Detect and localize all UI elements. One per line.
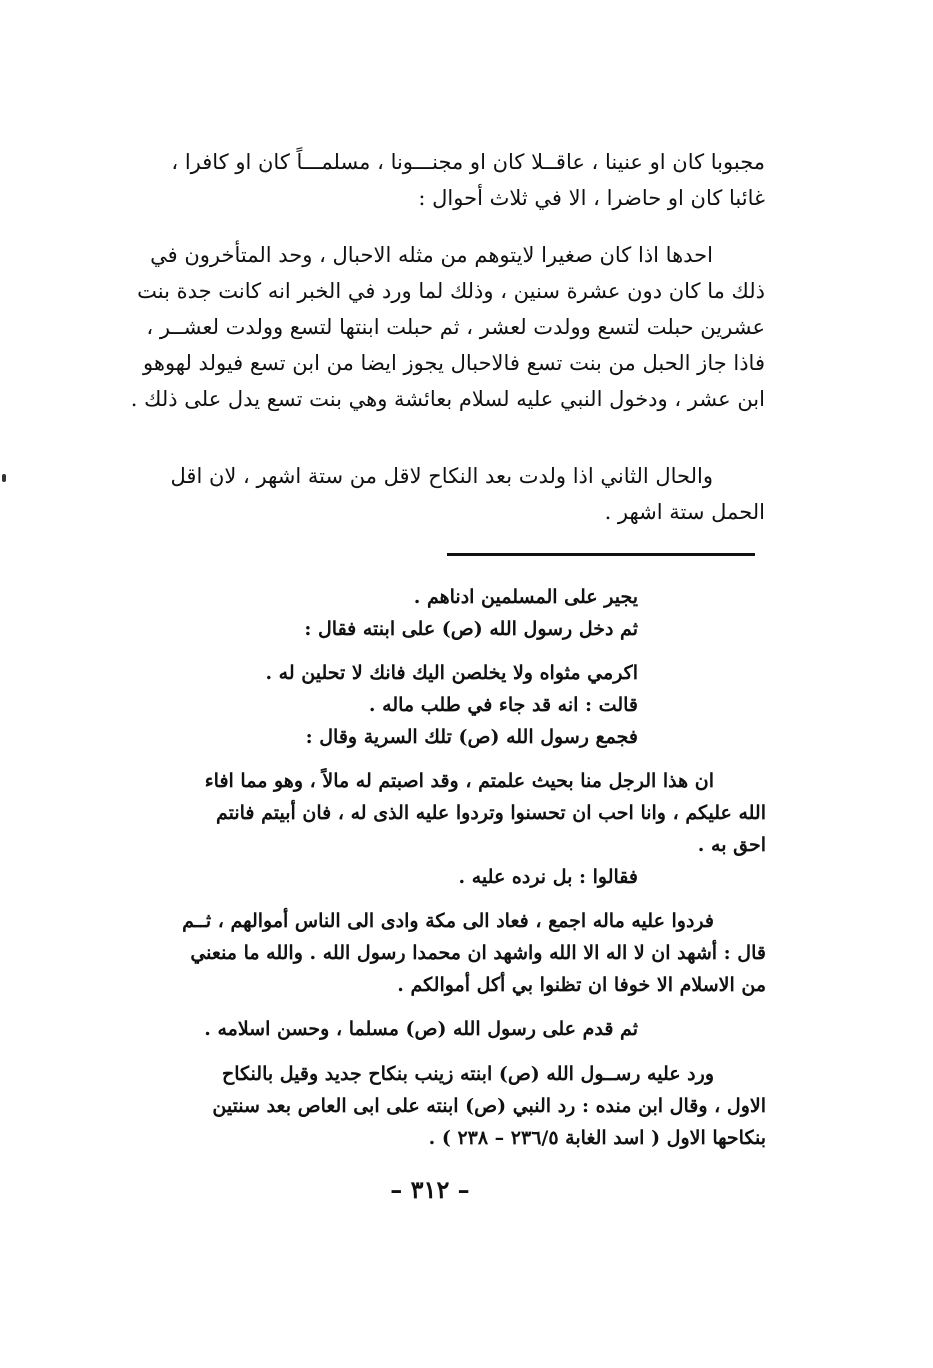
text-line: من الاسلام الا خوفا ان تظنوا بي أكل أموالكم . <box>397 974 766 996</box>
text-line: فاذا جاز الحبل من بنت تسع فالاحبال يجوز ايضا من ابن تسع فيولد لهوهو <box>143 351 765 375</box>
text-line: بنكاحها الاول ( اسد الغابة ٢٣٦/٥ – ٢٣٨ ) . <box>428 1127 766 1149</box>
text-line: ابن عشر ، ودخول النبي عليه لسلام بعائشة وهي بنت تسع يدل على ذلك . <box>130 387 765 411</box>
main-paragraph-3 <box>125 458 765 530</box>
text-line: قالت : انه قد جاء في طلب ماله . <box>368 694 638 716</box>
text-line: والحال الثاني اذا ولدت بعد النكاح لاقل من ستة اشهر ، لان اقل <box>170 464 713 488</box>
text-line: ثم قدم على رسول الله (ص) مسلما ، وحسن اسلامه . <box>204 1018 638 1040</box>
text-line: احق به . <box>697 834 766 856</box>
main-paragraph-2 <box>125 237 765 417</box>
footnote-line-d <box>118 861 638 893</box>
text-line: ثم دخل رسول الله (ص) على ابنته فقال : <box>304 618 638 640</box>
footnote-separator <box>447 553 755 556</box>
text-line: الاول ، وقال ابن منده : رد النبي (ص) ابنته على ابى العاص بعد سنتين <box>212 1095 766 1117</box>
text-line: غائبا كان او حاضرا ، الا في ثلاث أحوال : <box>418 186 765 210</box>
text-line: قال : أشهد ان لا اله الا الله واشهد ان محمدا رسول الله . والله ما منعني <box>190 942 766 964</box>
text-line: ذلك ما كان دون عشرة سنين ، وذلك لما ورد في الخبر انه كانت جدة بنت <box>137 279 765 303</box>
footnote-paragraph-e <box>118 905 766 1001</box>
text-line: الحمل ستة اشهر . <box>604 500 765 524</box>
footnote-paragraph-g <box>118 1058 766 1154</box>
footnote-lines-a <box>118 581 638 645</box>
text-line: فجمع رسول الله (ص) تلك السرية وقال : <box>305 726 638 748</box>
footnote-paragraph-c <box>118 765 766 861</box>
main-paragraph-1 <box>125 144 765 216</box>
text-line: الله عليكم ، وانا احب ان تحسنوا وتردوا عليه الذى له ، فان أبيتم فانتم <box>215 802 766 824</box>
text-line: عشرين حبلت لتسع وولدت لعشر ، ثم حبلت ابنتها لتسع وولدت لعشــر ، <box>146 315 765 339</box>
text-line: مجبوبا كان او عنينا ، عاقــلا كان او مجنـــونا ، مسلمـــاً كان او كافرا ، <box>171 150 765 174</box>
text-line: يجير على المسلمين ادناهم . <box>413 586 638 608</box>
scan-edge-mark <box>2 474 6 482</box>
text-line: ان هذا الرجل منا بحيث علمتم ، وقد اصبتم له مالاً ، وهو مما افاء <box>204 770 714 792</box>
text-line: فردوا عليه ماله اجمع ، فعاد الى مكة وادى الى الناس أموالهم ، ثــم <box>182 910 714 932</box>
text-line: اكرمي مثواه ولا يخلصن اليك فانك لا تحلين له . <box>265 662 638 684</box>
footnote-lines-b <box>118 657 638 753</box>
text-line: ورد عليه رســول الله (ص) ابنته زينب بنكاح جديد وقيل بالنكاح <box>222 1063 714 1085</box>
text-line: فقالوا : بل نرده عليه . <box>458 866 638 888</box>
footnote-line-f <box>118 1013 638 1045</box>
text-line: احدها اذا كان صغيرا لايتوهم من مثله الاحبال ، وحد المتأخرون في <box>150 243 713 267</box>
page-number: – ٣١٢ – <box>390 1175 470 1204</box>
